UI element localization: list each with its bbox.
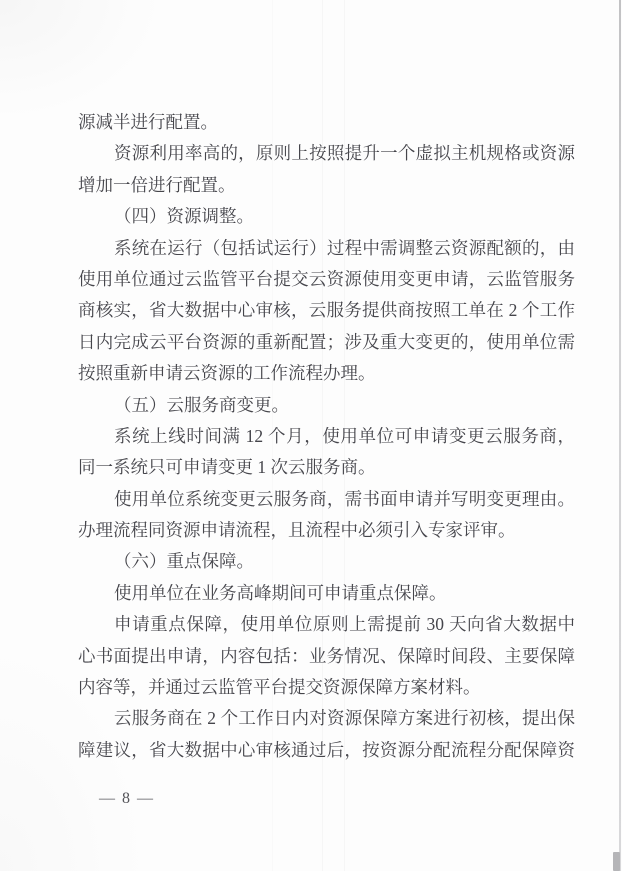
text-line: 增加一倍进行配置。 — [78, 174, 236, 195]
text-line: 云服务商在 2 个工作日内对资源保障方案进行初核，提出保 — [114, 708, 575, 729]
text-line: 心书面提出申请，内容包括：业务情况、保障时间段、主要保障 — [78, 645, 575, 666]
text-line: 办理流程同资源申请流程，且流程中必须引入专家评审。 — [78, 520, 516, 541]
text-line: 使用单位系统变更云服务商，需书面申请并写明变更理由。 — [114, 488, 575, 509]
text-line: 日内完成云平台资源的重新配置；涉及重大变更的，使用单位需 — [78, 331, 575, 352]
text-line: 申请重点保障，使用单位原则上需提前 30 天向省大数据中 — [114, 614, 575, 635]
text-line: 内容等，并通过云监管平台提交资源保障方案材料。 — [78, 677, 481, 698]
text-line: （六）重点保障。 — [114, 551, 254, 572]
page-number: — 8 — — [99, 790, 155, 807]
text-line: 使用单位通过云监管平台提交云资源使用变更申请，云监管服务 — [78, 268, 575, 289]
text-line: 障建议，省大数据中心审核通过后，按资源分配流程分配保障资 — [78, 739, 575, 760]
text-line: 资源利用率高的，原则上按照提升一个虚拟主机规格或资源 — [114, 143, 575, 164]
text-line: （四）资源调整。 — [114, 206, 254, 227]
scan-page-edge — [619, 0, 621, 871]
text-line: 系统在运行（包括试运行）过程中需调整云资源配额的，由 — [114, 237, 575, 258]
text-line: 使用单位在业务高峰期间可申请重点保障。 — [114, 582, 447, 603]
text-line: 源减半进行配置。 — [78, 112, 218, 132]
document-body — [78, 107, 575, 766]
scan-edge-artifact — [613, 852, 620, 871]
text-line: （五）云服务商变更。 — [114, 394, 289, 415]
text-line: 按照重新申请云资源的工作流程办理。 — [78, 363, 376, 384]
text-line: 同一系统只可申请变更 1 次云服务商。 — [78, 457, 376, 478]
text-line: 商核实，省大数据中心审核，云服务提供商按照工单在 2 个工作 — [78, 300, 575, 321]
text-line: 系统上线时间满 12 个月，使用单位可申请变更云服务商， — [114, 425, 575, 446]
